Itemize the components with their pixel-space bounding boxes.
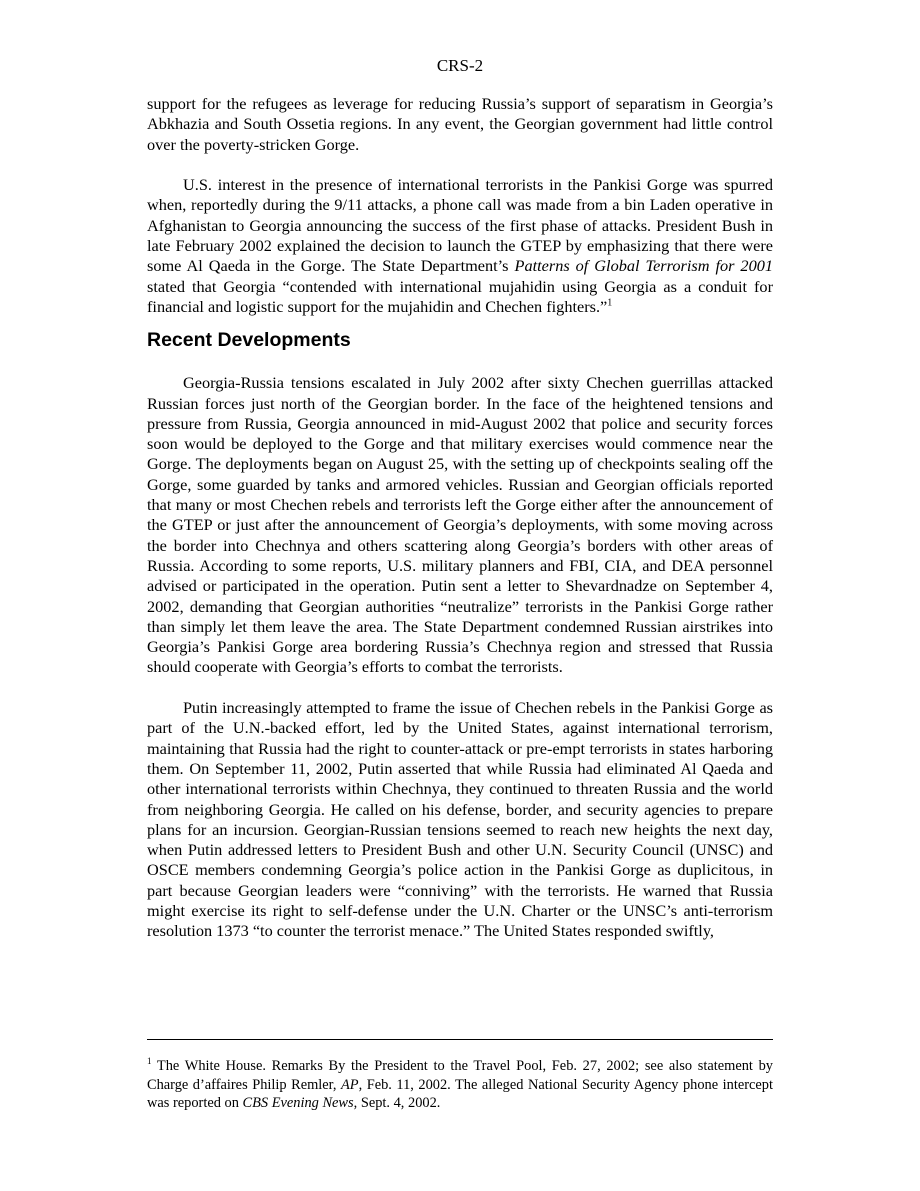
paragraph-2-text-b: stated that Georgia “contended with international mujahidin using Georgia as a conduit for financial and logistic support for the mujahidin and Chechen fighters.” xyxy=(147,276,773,316)
paragraph-gap xyxy=(147,678,773,698)
paragraph-3: Georgia-Russia tensions escalated in July 2002 after sixty Chechen guerrillas attacked Russian forces just north of the Georgian border. In the face of the heightened tensions and pressure from Russia, Georgia announced in mid-August 2002 that police and security forces soon would be deployed to the Gorge and that military exercises would commence near the Gorge. The deployments began on August 25, with the setting up of checkpoints sealing off the Gorge, some guarded by tanks and armored vehicles. Russian and Georgian officials reported that many or most Chechen rebels and terrorists left the Gorge either after the announcement of the GTEP or just after the announcement of Georgia’s deployments, with some moving across the border into Chechnya and others scattering along Georgia’s borders with other areas of Russia. According to some reports, U.S. military planners and FBI, CIA, and DEA personnel advised or participated in the operation. Putin sent a letter to Shevardnadze on September 4, 2002, demanding that Georgian authorities “neutralize” terrorists in the Pankisi Gorge rather than simply let them leave the area. The State Department condemned Russian airstrikes into Georgia’s Pankisi Gorge area bordering Russia’s Chechnya region and stressed that Russia should cooperate with Georgia’s efforts to combat the terrorists. xyxy=(147,373,773,677)
paragraph-2 xyxy=(147,175,773,317)
footnote-source-cbs: CBS Evening News xyxy=(242,1095,354,1112)
paragraph-1: support for the refugees as leverage for reducing Russia’s support of separatism in Georgia’s Abkhazia and South Ossetia regions. In any event, the Georgian government had little control over the poverty-stricken Gorge. xyxy=(147,94,773,154)
body-text xyxy=(147,94,773,942)
section-heading: Recent Developments xyxy=(147,329,351,352)
footnote-text-a: The White House. Remarks By the President to the Travel Pool, Feb. 27, 2002; see also statement by Charge d’affaires Philip Remler, xyxy=(147,1058,773,1093)
paragraph-gap xyxy=(147,155,773,175)
footnote-reference[interactable]: 1 xyxy=(607,297,613,309)
footnote-source-ap: AP xyxy=(341,1076,359,1093)
paragraph-4: Putin increasingly attempted to frame the issue of Chechen rebels in the Pankisi Gorge as part of the U.N.-backed effort, led by the United States, against international terrorism, maintaining that Russia had the right to counter-attack or pre-empt terrorists in states harboring them. On September 11, 2002, Putin asserted that while Russia had eliminated Al Qaeda and other international terrorists within Chechnya, they continued to threaten Russia and the world from neighboring Georgia. He called on his defense, border, and security agencies to prepare plans for an incursion. Georgian-Russian tensions seemed to reach new heights the next day, when Putin addressed letters to President Bush and other U.N. Security Council (UNSC) and OSCE members condemning Georgia’s police action in the Pankisi Gorge as duplicitous, in part because Georgian leaders were “conniving” with the terrorists. He warned that Russia might exercise its right to self-defense under the U.N. Charter or the UNSC’s anti-terrorism resolution 1373 “to counter the terrorist menace.” The United States responded swiftly, xyxy=(147,698,773,941)
page-header: CRS-2 xyxy=(436,56,484,75)
footnote-marker: 1 xyxy=(147,1056,152,1067)
footnote-text-b: , Feb. 11, 2002. The alleged National Security Agency phone intercept was reported on xyxy=(147,1076,773,1112)
footnote-divider xyxy=(147,1039,773,1040)
publication-title: Patterns of Global Terrorism for 2001 xyxy=(514,256,773,276)
footnote-text-c: , Sept. 4, 2002. xyxy=(353,1095,441,1112)
footnote xyxy=(147,1057,773,1113)
paragraph-2-text-a: U.S. interest in the presence of international terrorists in the Pankisi Gorge was spurred when, reportedly during the 9/11 attacks, a phone call was made from a bin Laden operative in Afghanistan to Georgia announcing the success of the first phase of attacks. President Bush in late February 2002 explained the decision to launch the GTEP by emphasizing that there were some Al Qaeda in the Gorge. The State Department’s xyxy=(147,175,773,276)
